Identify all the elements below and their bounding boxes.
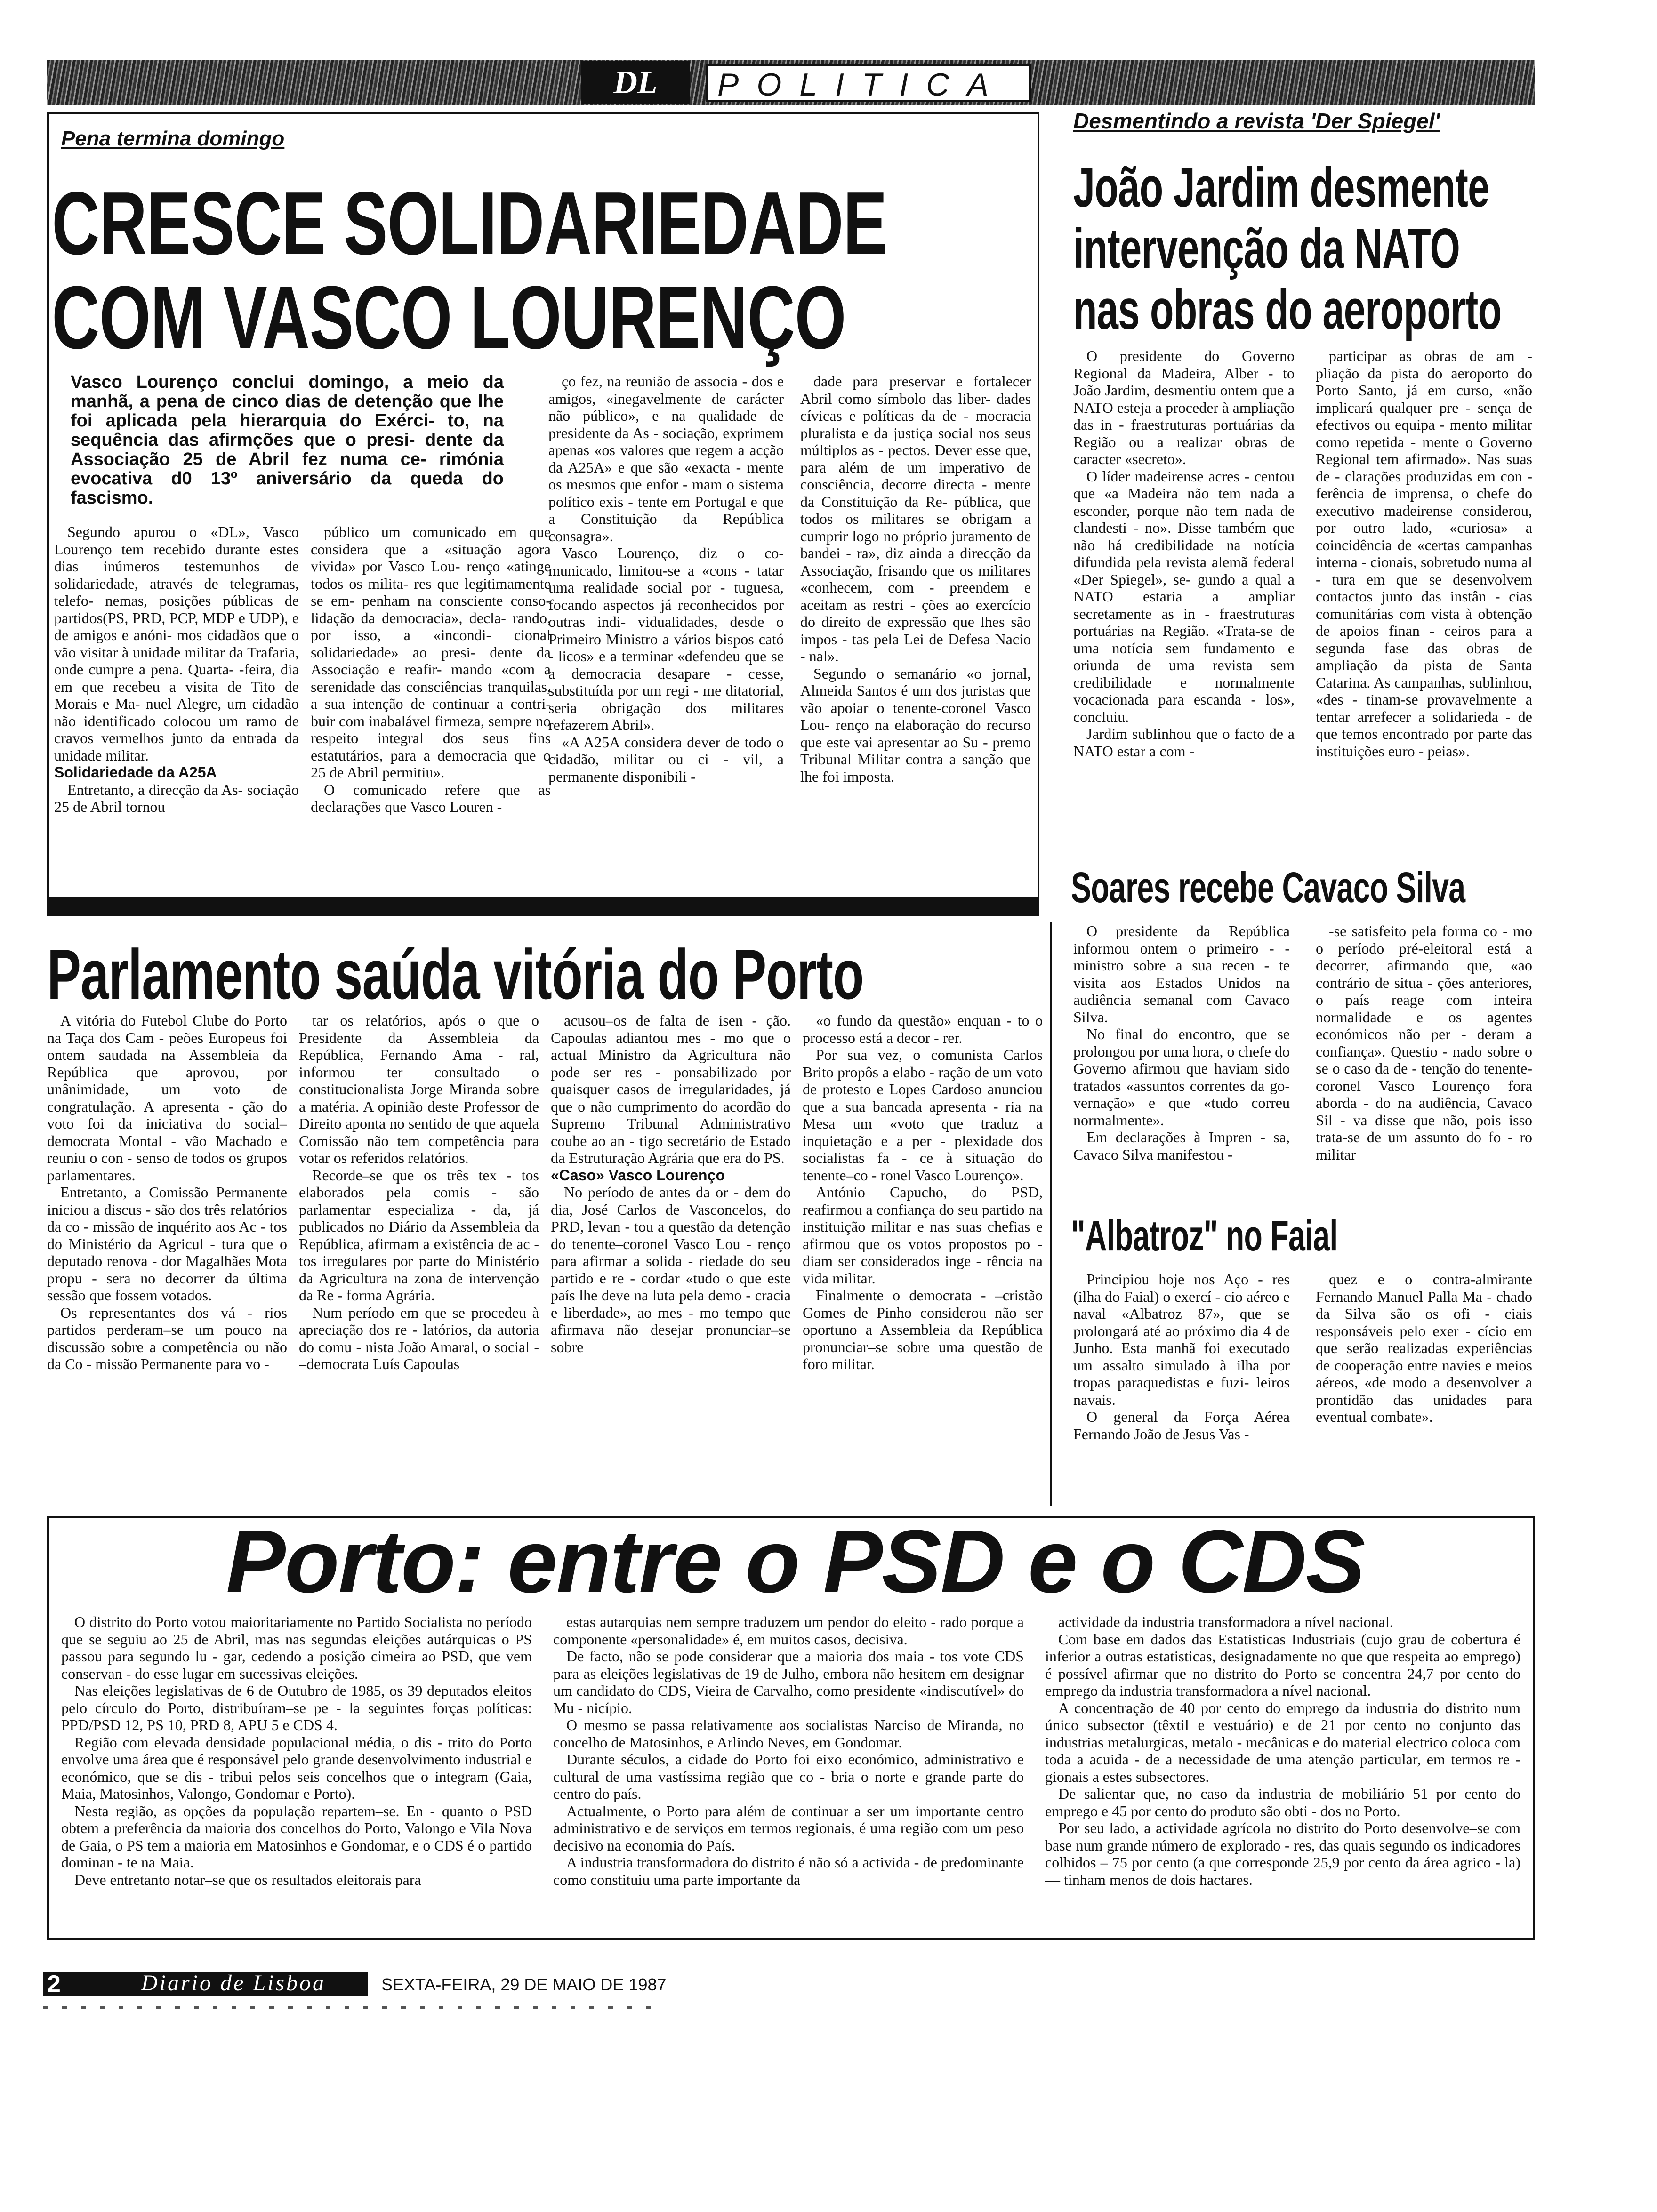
article-headline: CRESCE SOLIDARIEDADE — [52, 174, 887, 273]
article-column-3: ço fez, na reunião de associa - dos e amigos, «inegavelmente de carácter não público», e na qualidade de presidente da As - sociação, exprimem apenas «os valores que regem a acção da A25A» e que são «exacta - mente os mesmos que enfor - mam o sistema político exis - tente em Portugal e que a Constituição da República consagra». Vasco Lourenço, diz o co- municado, limitou-se a «cons - tatar uma realidade social por - tuguesa, focando aspectos já reconhecidos por outras indi- vidualidades, desde o Primeiro Ministro a vários bispos cató - licos» e a terminar «defendeu que se a democracia desapare - cesse, substituída por um regi - me ditatorial, seria obrigação dos militares refazerem Abril». «A A25A considera dever de todo o cidadão, militar ou ci - vil, a permanente disponibili - — [548, 373, 784, 785]
article-column-2: participar as obras de am - pliação da pista do aeroporto do Porto Santo, já em curso, «não implicará qualquer pre - sença de efectivos ou equipa - mento militar como repetida - mente o Governo Regional tem afirmado». Nas suas de - clarações produzidas em con - ferência de imprensa, o chefe do executivo madeirense considerou, por outro lado, «curiosa» a coincidência de «certas campanhas interna - cionais, sobretudo numa al - tura em que se desenvolvem contactos junto das instân - cias comunitárias com vista à obtenção de apoios finan - ceiros para a segunda fase das obras de ampliação da pista de Santa Catarina. As campanhas, sublinhou, «des - tinam-se provavelmente a tentar arrefecer a solidarieda - de que temos encontrado por parte das instituições euro - peias». — [1316, 347, 1532, 760]
article-column-3: actividade da industria transformadora a nível nacional. Com base em dados das Estatisticas Industriais (cujo grau de cobertura é inferior a outras estatisticas, designadamente no que que respeita ao emprego) é possível afirmar que no distrito do Porto se concentra 24,7 por cento do emprego da industria transformadora a nível nacional. A concentração de 40 por cento do emprego da industria do distrito num único subsector (têxtil e vestuário) e de 21 por cento no conjunto das industrias metalurgicas, metalo - mecânicas e do material electrico coloca com toda a acuida - de a necessidade de uma atenção particular, em termos re - gionais a estes subsectores. De salientar que, no caso da industria de mobiliário 51 por cento do emprego e 45 por cento do produto são obti - dos no Porto. Por seu lado, a actividade agrícola no distrito do Porto desenvolve–se com base num grande número de explorado - res, das quais segundo os indicadores colhidos – 75 por cento (a que corresponde 25,9 por cento da área agrico - la) — tinham menos de dois hactares. — [1045, 1613, 1520, 1888]
article-column-1: Principiou hoje nos Aço - res (ilha do Faial) o exercí - cio aéreo e naval «Albatroz 87», que se prolongará até ao próximo dia 4 de Junho. Esta manhã foi executado um assalto simulado à ilha por tropas paraquedistas e fuzi- leiros navais. O general da Força Aérea Fernando João de Jesus Vas - — [1073, 1271, 1290, 1443]
article-column-1: A vitória do Futebol Clube do Porto na Taça dos Cam - peões Europeus foi ontem saudada na Assembleia da República que aprovou, por unânimidade, um voto de congratulação. A apresenta - ção do voto foi da iniciativa do social–democrata Montal - vão Machado e reuniu o con - senso de todos os grupos parlamentares. Entretanto, a Comissão Permanente iniciou a discus - são dos três relatórios da co - missão de inquérito aos Ac - tos do Ministério da Agricul - tura que o deputado renova - dor Magalhães Mota propu - sera no decorrer da última sessão que fossem votados. Os representantes dos vá - rios partidos perderam–se um pouco na discussão sobre a competência ou não da Co - missão Permanente para vo - — [47, 1012, 287, 1372]
article-headline: Parlamento saúda vitória do Porto — [47, 935, 864, 1014]
section-label: POLITICA — [706, 64, 1031, 102]
article-column-2: público um comunicado em que considera que a «situação agora vivida» por Vasco Lou- renço «atinge todos os milita- res que legitimamente se em- penham na consciente conso- lidação da democracia», decla- rando, por isso, a «incondi- cional solidariedade» ao presi- dente da Associação e reafir- mando «com a serenidade das consciências tranquilas, a sua intenção de continuar a contri- buir com inabalável firmeza, sempre no respeito integral dos seus fins estatutários, para a democracia que o 25 de Abril permitiu». O comunicado refere que as declarações que Vasco Louren - — [311, 523, 551, 815]
article-headline: João Jardim desmente — [1073, 156, 1489, 219]
article-headline: Porto: entre o PSD e o CDS — [226, 1512, 1365, 1611]
article-headline-line3: nas obras do aeroporto — [1073, 278, 1502, 341]
article-column-4: «o fundo da questão» enquan - to o processo está a decor - rer. Por sua vez, o comunista Carlos Brito propôs a elabo - ração de um voto de protesto e Lopes Cardoso anunciou que a sua bancada apresenta - ria na Mesa um «voto que traduz a inquietação e a per - plexidade dos socialistas fa - ce à situação do tenente–co - ronel Vasco Lourenço». António Capucho, do PSD, reafirmou a confiança do seu partido na instituição militar e nas suas chefias e afirmou que os votos propostos po - diam ser considerados inge - rência na vida militar. Finalmente o democrata - –cristão Gomes de Pinho considerou não ser oportuno a Assembleia da República pronunciar–se sobre uma questão de foro militar. — [803, 1012, 1043, 1372]
article-headline: "Albatroz" no Faial — [1071, 1212, 1338, 1260]
article-column-4: dade para preservar e fortalecer Abril como símbolo das liber- dades cívicas e políticas da de - mocracia pluralista e da justiça social nos seus múltiplos as - pectos. Dever esse que, para além de um imperativo de consciência, decorre directa - mente da Constituição da Re- pública, que todos os militares se obrigam a cumprir logo no próprio juramento de bandei - ra», diz ainda a direcção da Associação, frisando que os militares «conhecem, com - preendem e aceitam as restri - ções ao exercício do direito de expressão que lhes são impos - tas pela Lei de Defesa Nacio - nal». Segundo o semanário «o jornal, Almeida Santos é um dos juristas que vão apoiar o tenente-coronel Vasco Lou- renço na elaboração do recurso que este vai apresentar ao Su - premo Tribunal Militar contra a sanção que lhe foi imposta. — [800, 373, 1031, 785]
footer-dash-line — [43, 2006, 655, 2009]
article-column-1: O presidente da República informou ontem o primeiro - -ministro sobre a sua recen - te visita aos Estados Unidos na audiência semanal com Cavaco Silva. No final do encontro, que se prolongou por uma hora, o chefe do Governo afirmou que haviam sido tratados «assuntos correntes da go- vernação» e que «tudo correu normalmente». Em declarações à Impren - sa, Cavaco Silva manifestou - — [1073, 922, 1290, 1163]
article-column-1: Segundo apurou o «DL», Vasco Lourenço tem recebido durante estes dias inúmeros testemunhos de solidariedade, através de telegramas, telefo- nemas, posições públicas de partidos(PS, PRD, PCP, MDP e UDP), e de amigos e anóni- mos cidadãos que o vão visitar à unidade militar da Trafaria, onde cumpre a pena. Quarta- -feira, dia em que recebeu a visita de Tito de Morais e Ma- nuel Alegre, um cidadão não identificado colocou um ramo de cravos vermelhos junto da entrada da unidade militar. Solidariedade da A25A Entretanto, a direcção da As- sociação 25 de Abril tornou — [54, 523, 299, 815]
article-column-1: O distrito do Porto votou maioritariamente no Partido Socialista no período que se seguiu ao 25 de Abril, mas nas segundas eleições autárquicas o PS passou para segundo lu - gar, cedendo a posição cimeira ao PSD, que vem conservan - do esse lugar em sucessivas eleições. Nas eleições legislativas de 6 de Outubro de 1985, os 39 deputados eleitos pelo círculo do Porto, distribuíram–se pe - la seguintes forças políticas: PPD/PSD 12, PS 10, PRD 8, APU 5 e CDS 4. Região com elevada densidade populacional média, o dis - trito do Porto envolve uma área que é responsável pelo grande desenvolvimento industrial e económico, que se dis - tribui pelos seis concelhos que o integram (Gaia, Maia, Matosinhos, Valongo, Gondomar e Porto). Nesta região, as opções da população repartem–se. En - quanto o PSD obtem a preferência da maioria dos concelhos do Porto, Valongo e Vila Nova de Gaia, o PS tem a maioria em Matosinhos e Gondomar, e o CDS é o partido dominan - te na Maia. Deve entretanto notar–se que os resultados eleitorais para — [61, 1613, 532, 1888]
article-headline-line2: intervenção da NATO — [1073, 217, 1460, 280]
article-column-1: O presidente do Governo Regional da Madeira, Alber - to João Jardim, desmentiu ontem que a NATO esteja a proceder à ampliação das in - fraestruturas portuárias da Região ou a realizar obras de caracter «secreto». O líder madeirense acres - centou que «a Madeira não tem nada a esconder, porque não tem nada de clandesti - no». Disse também que não há credibilidade na notícia difundida pela revista alemã federal «Der Spiegel», se- gundo a qual a NATO estaria a ampliar secretamente as in - fraestruturas portuárias na Região. «Trata-se de uma notícia sem fundamento e oriunda de uma revista sem credibilidade e normalmente vocacionada para escanda - los», concluiu. Jardim sublinhou que o facto de a NATO estar a com - — [1073, 347, 1295, 760]
paper-logo: DL — [581, 61, 690, 104]
column-divider — [1050, 922, 1052, 1506]
article-kicker: Pena termina domingo — [61, 127, 285, 150]
article-headline: Soares recebe Cavaco Silva — [1071, 864, 1465, 912]
divider-bar — [47, 897, 1039, 914]
article-column-2: quez e o contra-almirante Fernando Manuel Palla Ma - chado da Silva são os ofi - ciais responsáveis pelo exer - cício em que serão realizadas experiências de cooperação entre navies e meios aéreos, «de modo a desenvolver a prontidão das unidades para eventual combate». — [1316, 1271, 1532, 1425]
article-column-2: tar os relatórios, após o que o Presidente da Assembleia da República, Fernando Ama - ral, informou ter consultado o constitucionalista Jorge Miranda sobre a matéria. A opinião deste Professor de Direito aponta no sentido de que aquela Comissão não tem competência para votar os referidos relatórios. Recorde–se que os três tex - tos elaborados pela comis - são parlamentar especializa - da, já publicados no Diário da Assembleia da República, afirmam a existência de ac - tos irregulares por parte do Ministério da Agricultura na zona de intervenção da Re - forma Agrária. Num período em que se procedeu à apreciação dos re - latórios, da autoria do comu - nista João Amaral, o social - –democrata Luís Capoulas — [299, 1012, 539, 1372]
article-kicker: Desmentindo a revista 'Der Spiegel' — [1073, 109, 1440, 133]
footer-masthead: Diario de Lisboa — [141, 1971, 326, 1996]
page-number: 2 — [47, 1971, 61, 1998]
article-column-2: estas autarquias nem sempre traduzem um pendor do eleito - rado porque a componente «personalidade» é, em muitos casos, decisiva. De facto, não se pode considerar que a maioria dos maia - tos vote CDS para as eleições legislativas de 19 de Julho, embora não hesitem em designar um candidato do CDS, Vieira de Carvalho, como presidente «indiscutível» do Mu - nicípio. O mesmo se passa relativamente aos socialistas Narciso de Miranda, no concelho de Matosinhos, e Arlindo Neves, em Gondomar. Durante séculos, a cidade do Porto foi eixo económico, administrativo e cultural de uma vastíssima região que co - bria o norte e grande parte do centro do país. Actualmente, o Porto para além de continuar a ser um importante centro administrativo e de serviços em termos regionais, é uma região com um peso decisivo na economia do País. A industria transformadora do distrito é não só a activida - de predominante como constituiu uma parte importante da — [553, 1613, 1024, 1888]
article-headline-line2: COM VASCO LOURENÇO — [52, 268, 846, 368]
footer-date: SEXTA-FEIRA, 29 DE MAIO DE 1987 — [381, 1975, 667, 1994]
article-lead: Vasco Lourenço conclui domingo, a meio da manhã, a pena de cinco dias de detenção que lhe foi aplicada pela hierarquia do Exérci- to, na sequência das afirmções que o presi- dente da Associação 25 de Abril fez numa ce- rimónia evocativa d0 13º aniversário da queda do fascismo. — [71, 372, 504, 508]
article-column-3: acusou–os de falta de isen - ção. Capoulas adiantou mes - mo que o actual Ministro da Agricultura não pode ser res - ponsabilizado por quaisquer casos de irregularidades, já que o não cumprimento do acordão do Supremo Tribunal Administrativo coube ao an - tigo secretário de Estado da Estruturação Agrária que era do PS. «Caso» Vasco Lourenço No período de antes da or - dem do dia, José Carlos de Vasconcelos, do PRD, levan - tou a questão da detenção do tenente–coronel Vasco Lou - renço para afirmar a solida - riedade do seu partido e re - cordar «tudo o que este país lhe deve na luta pela demo - cracia e liberdade», ao mes - mo tempo que afirmava não desejar pronunciar–se sobre — [551, 1012, 791, 1355]
article-column-2: -se satisfeito pela forma co - mo o período pré-eleitoral está a decorrer, afirmando que, «ao contrário de situa - ções anteriores, o país reage com inteira normalidade e os agentes económicos não per - deram a confiança». Questio - nado sobre o se o caso da de - tenção do tenente-coronel Vasco Lourenço fora aborda - do na audiência, Cavaco Sil - va disse que não, pois isso trata-se de um assunto do fo - ro militar — [1316, 922, 1532, 1163]
